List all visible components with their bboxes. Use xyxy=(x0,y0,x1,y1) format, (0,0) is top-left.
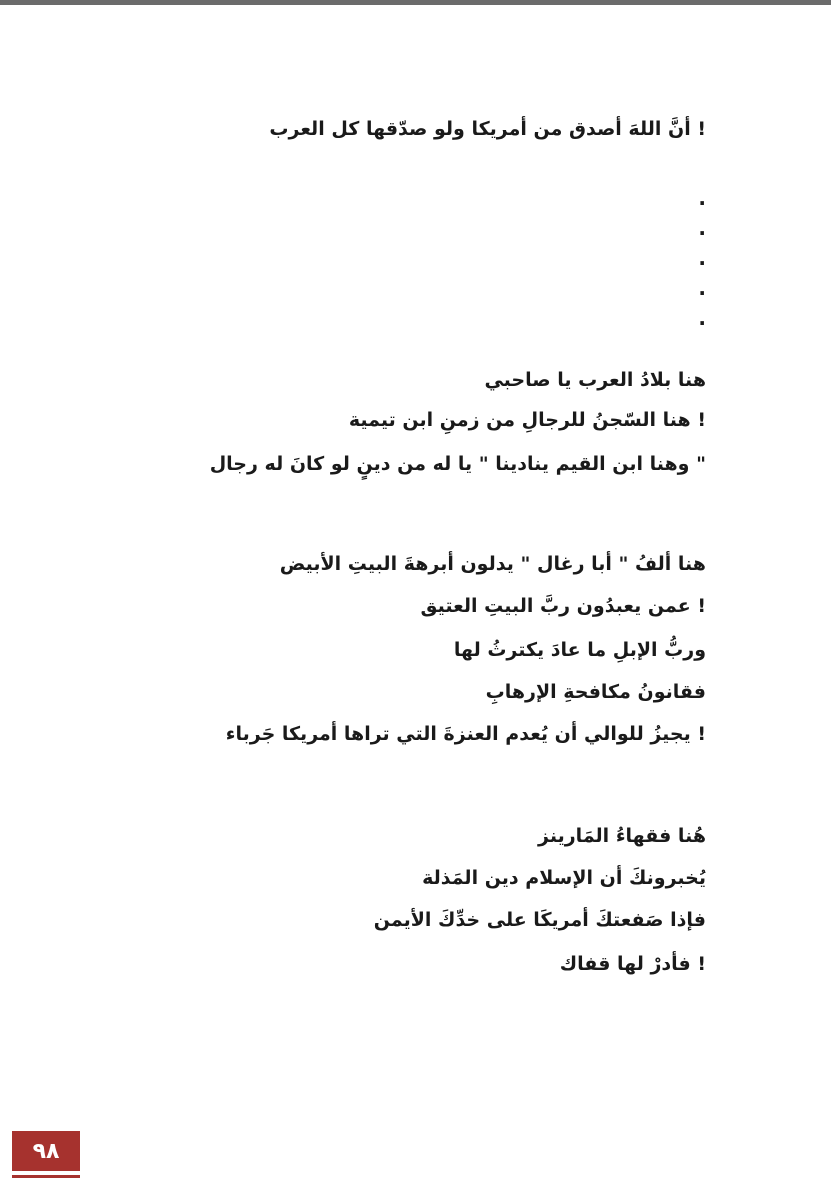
ellipsis-dot: . xyxy=(698,186,706,210)
poem-line: هُنا فقهاءُ المَارينز xyxy=(538,825,706,847)
page-number-underline xyxy=(12,1175,80,1178)
ellipsis-dot: . xyxy=(698,276,706,300)
poem-line: هنا بلادُ العرب يا صاحبي xyxy=(484,369,706,391)
poem-line: فقانونُ مكافحةِ الإرهابِ xyxy=(485,681,706,703)
poem-line: هنا ألفُ " أبا رغال " يدلون أبرهةَ البيتِ الأبيض xyxy=(279,553,706,575)
poem-line: وربُّ الإبلِ ما عادَ يكترثُ لها xyxy=(453,639,706,661)
poem-line: ! هنا السّجنُ للرجالِ من زمنِ ابن تيمية xyxy=(348,409,706,431)
ellipsis-dot: . xyxy=(698,216,706,240)
poem-line: " وهنا ابن القيم ينادينا " يا له من دينٍ لو كانَ له رجال xyxy=(209,453,706,475)
ellipsis-dot: . xyxy=(698,306,706,330)
poem-line: ! فأدرْ لها قفاك xyxy=(559,953,706,975)
page-number-badge xyxy=(12,1131,80,1171)
poem-line: يُخبرونكَ أن الإسلام دين المَذلة xyxy=(422,867,706,889)
poem-line: فإذا صَفعتكَ أمريكَا على خدِّكَ الأيمن xyxy=(373,909,706,931)
poem-line: ! عمن يعبدُون ربَّ البيتِ العتيق xyxy=(420,595,706,617)
top-rule xyxy=(0,0,831,5)
poem-line: ! يجيزُ للوالي أن يُعدم العنزةَ التي تراها أمريكا جَرباء xyxy=(225,723,706,745)
ellipsis-dot: . xyxy=(698,246,706,270)
page-number: ٩٨ xyxy=(32,1138,60,1164)
poem-line: ! أنَّ اللهَ أصدق من أمريكا ولو صدّقها كل العرب xyxy=(269,118,706,140)
